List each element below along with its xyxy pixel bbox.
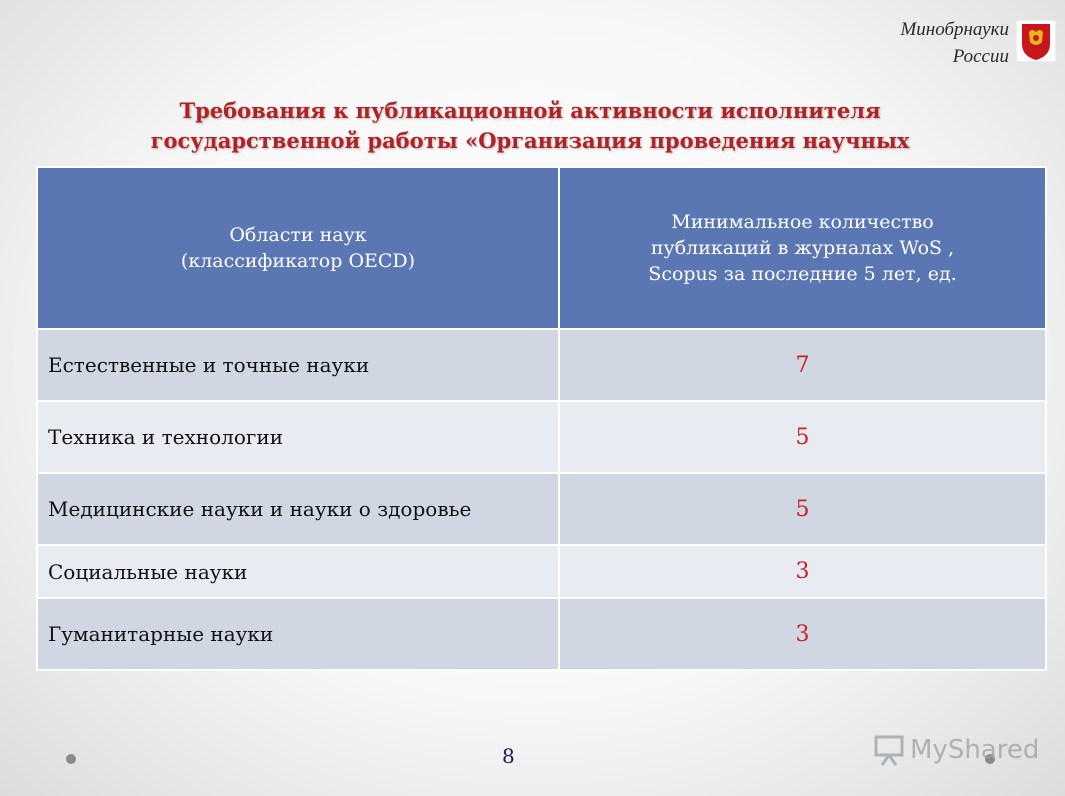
publication-count: 3 (559, 598, 1046, 670)
field-name: Социальные науки (37, 545, 559, 598)
table-header-row (37, 167, 1046, 329)
watermark (872, 730, 1039, 770)
table-row (37, 598, 1046, 670)
ministry-line-2: России (952, 46, 1009, 67)
col1-header-line-1: Области наук (229, 224, 367, 246)
field-name: Техника и технологии (37, 401, 559, 473)
field-name: Медицинские науки и науки о здоровье (37, 473, 559, 545)
col1-header-line-2: (классификатор OECD) (180, 250, 416, 272)
decorative-dot-left (66, 754, 76, 764)
title-line-2: государственной работы «Организация проведения научных (150, 128, 910, 153)
watermark-text: MyShared (910, 735, 1040, 765)
coat-of-arms-icon (1016, 20, 1056, 62)
presentation-board-icon (872, 733, 906, 767)
title-line-1: Требования к публикационной активности исполнителя (179, 98, 881, 123)
publication-count: 5 (559, 401, 1046, 473)
slide-title (60, 96, 1000, 158)
col2-header-line-2: публикаций в журналах WoS , (650, 237, 955, 259)
publication-count: 7 (559, 329, 1046, 401)
requirements-table (36, 166, 1047, 671)
table-row (37, 473, 1046, 545)
field-name: Естественные и точные науки (37, 329, 559, 401)
field-name: Гуманитарные науки (37, 598, 559, 670)
ministry-label (900, 16, 1009, 70)
col2-header-line-1: Минимальное количество (671, 211, 934, 233)
column-header-field (37, 167, 559, 329)
table-row (37, 545, 1046, 598)
col2-header-line-3: Scopus за последние 5 лет, ед. (648, 263, 957, 285)
table-row (37, 401, 1046, 473)
publication-count: 5 (559, 473, 1046, 545)
table-row (37, 329, 1046, 401)
column-header-min-publications (559, 167, 1046, 329)
page-number: 8 (502, 744, 515, 768)
ministry-line-1: Минобрнауки (900, 19, 1009, 40)
publication-count: 3 (559, 545, 1046, 598)
